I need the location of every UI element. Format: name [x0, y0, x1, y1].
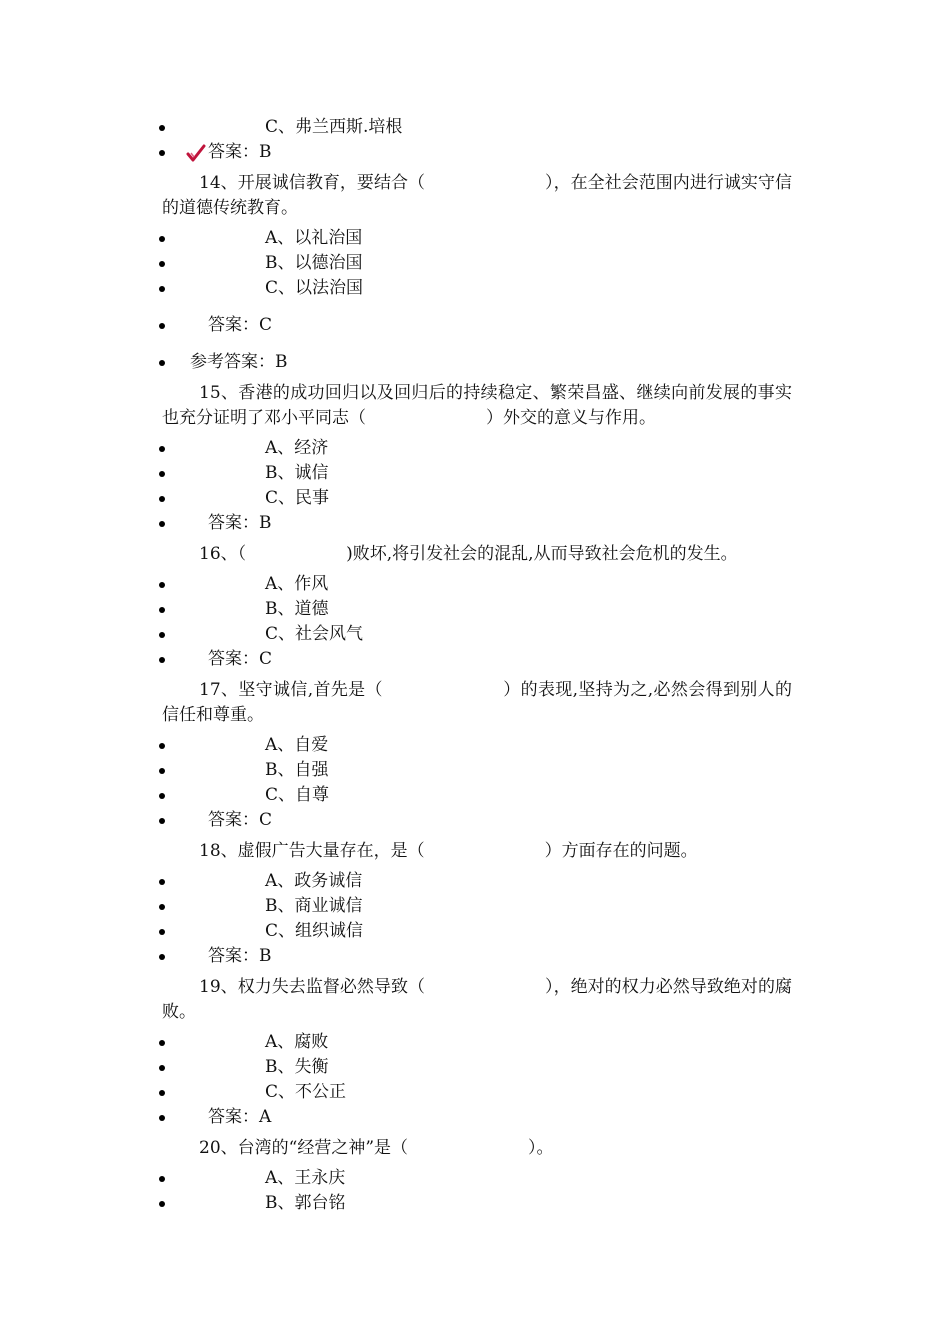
bullet-icon	[159, 879, 165, 885]
option-item: B、道德	[162, 597, 792, 622]
option-text: C、弗兰西斯.培根	[265, 117, 403, 137]
bullet-icon	[159, 657, 165, 663]
option-item: A、自爱	[162, 733, 792, 758]
bullet-icon	[159, 904, 165, 910]
bullet-icon	[159, 793, 165, 799]
option-item: A、经济	[162, 436, 792, 461]
option-item: C、自尊	[162, 783, 792, 808]
bullet-icon	[159, 1065, 165, 1071]
option-item: A、政务诚信	[162, 869, 792, 894]
option-item: A、王永庆	[162, 1166, 792, 1191]
option-item: A、以礼治国	[162, 226, 792, 251]
bullet-icon	[159, 1090, 165, 1096]
answer-item: 答案：C	[162, 647, 792, 672]
question-19: 19、权力失去监督必然导致（ ），绝对的权力必然导致绝对的腐败。	[162, 977, 792, 1022]
option-item: C、不公正	[162, 1080, 792, 1105]
bullet-icon	[159, 929, 165, 935]
bullet-icon	[159, 582, 165, 588]
option-item: C、社会风气	[162, 622, 792, 647]
bullet-icon	[159, 446, 165, 452]
bullet-icon	[159, 743, 165, 749]
option-item: B、失衡	[162, 1055, 792, 1080]
bullet-icon	[159, 1201, 165, 1207]
bullet-icon	[159, 496, 165, 502]
answer-item: 答案：C	[162, 808, 792, 833]
option-item: A、腐败	[162, 1030, 792, 1055]
question-14: 14、开展诚信教育，要结合（ ），在全社会范围内进行诚实守信的道德传统教育。	[162, 173, 792, 218]
document-body	[162, 115, 792, 1216]
option-item: B、自强	[162, 758, 792, 783]
bullet-icon	[159, 261, 165, 267]
bullet-icon	[159, 1176, 165, 1182]
option-item: C、以法治国	[162, 276, 792, 301]
answer-item: 答案：B	[162, 944, 792, 969]
bullet-icon	[159, 323, 165, 329]
question-18: 18、虚假广告大量存在，是（ ）方面存在的问题。	[199, 841, 698, 861]
checkmark-icon	[186, 143, 206, 163]
option-item: C、组织诚信	[162, 919, 792, 944]
bullet-icon	[159, 768, 165, 774]
bullet-icon	[159, 1040, 165, 1046]
answer-item: 答案：B	[162, 511, 792, 536]
question-16: 16、（ )败坏,将引发社会的混乱,从而导致社会危机的发生。	[199, 544, 738, 564]
answer-item: 答案：A	[162, 1105, 792, 1130]
question-17: 17、坚守诚信,首先是（ ）的表现,坚持为之,必然会得到别人的信任和尊重。	[162, 680, 792, 725]
answer-item: 答案：C	[162, 313, 792, 338]
bullet-icon	[159, 818, 165, 824]
bullet-icon	[159, 954, 165, 960]
answer-item	[162, 140, 792, 165]
option-item: A、作风	[162, 572, 792, 597]
bullet-icon	[159, 150, 165, 156]
bullet-icon	[159, 521, 165, 527]
bullet-icon	[159, 607, 165, 613]
question-15: 15、香港的成功回归以及回归后的持续稳定、繁荣昌盛、继续向前发展的事实也充分证明了邓小平同志（ ）外交的意义与作用。	[162, 383, 792, 428]
bullet-icon	[159, 1115, 165, 1121]
option-item: C、民事	[162, 486, 792, 511]
reference-answer-item: 参考答案：B	[162, 350, 792, 375]
bullet-icon	[159, 632, 165, 638]
option-item: B、以德治国	[162, 251, 792, 276]
option-item: B、郭台铭	[162, 1191, 792, 1216]
option-item: B、诚信	[162, 461, 792, 486]
question-20: 20、台湾的“经营之神”是（ ）。	[199, 1138, 554, 1158]
option-item	[162, 115, 792, 140]
option-item: B、商业诚信	[162, 894, 792, 919]
answer-text: 答案：B	[208, 142, 272, 162]
bullet-icon	[159, 286, 165, 292]
bullet-icon	[159, 125, 165, 131]
bullet-icon	[159, 471, 165, 477]
bullet-icon	[159, 360, 165, 366]
bullet-icon	[159, 236, 165, 242]
